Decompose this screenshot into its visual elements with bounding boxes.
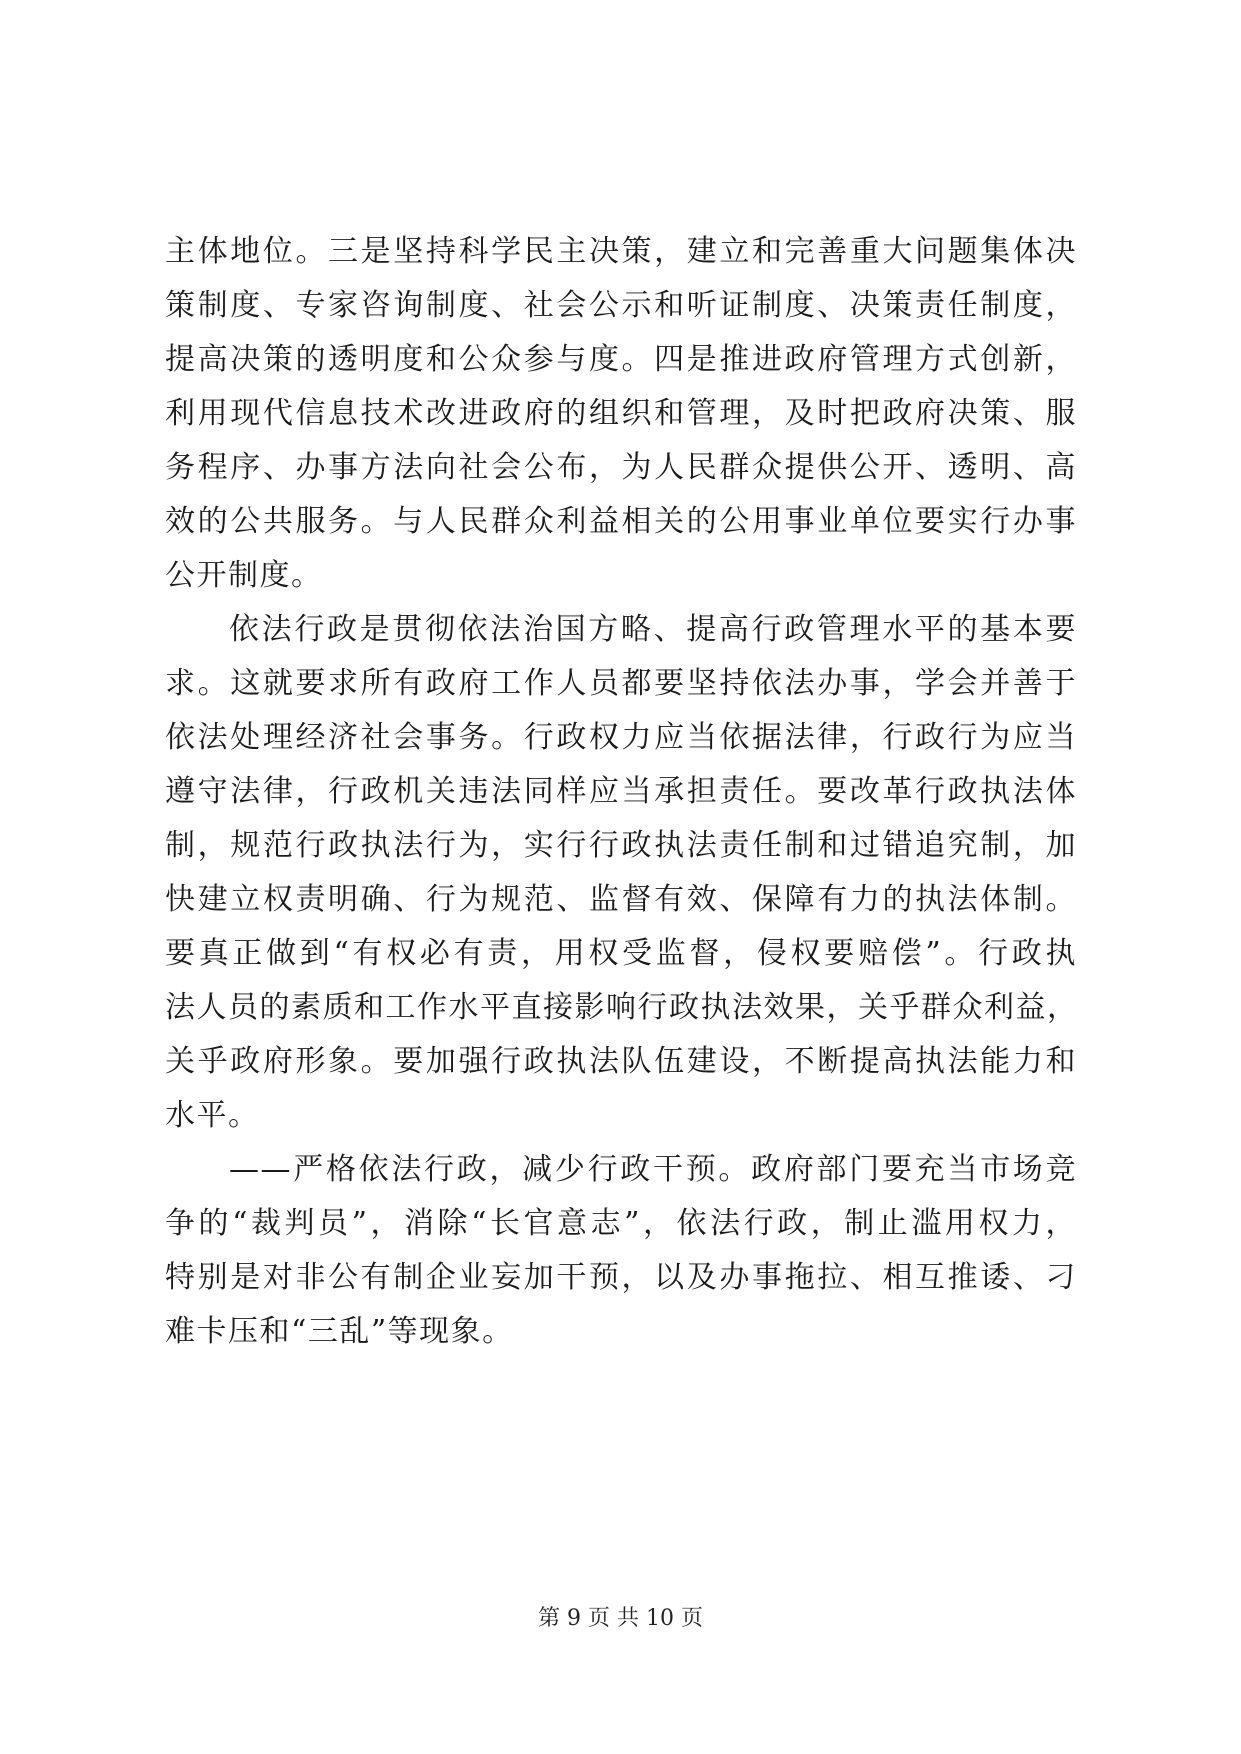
text-line: 公开制度。 (165, 558, 323, 593)
text-line: 务程序、办事方法向社会公布，为人民群众提供公开、透明、高 (165, 450, 1077, 485)
text-line: 效的公共服务。与人民群众利益相关的公用事业单位要实行办事 (165, 504, 1077, 539)
text-line: 提高决策的透明度和公众参与度。四是推进政府管理方式创新， (165, 342, 1077, 377)
text-line: 依法行政是贯彻依法治国方略、提高行政管理水平的基本要 (229, 612, 1077, 647)
text-line: 法人员的素质和工作水平直接影响行政执法效果，关乎群众利益， (165, 990, 1079, 1025)
text-line: 特别是对非公有制企业妄加干预，以及办事拖拉、相互推诿、刁 (165, 1260, 1077, 1295)
text-line: 依法处理经济社会事务。行政权力应当依据法律，行政行为应当 (165, 720, 1077, 755)
text-line: 争的“裁判员”，消除“长官意志”，依法行政，制止滥用权力， (165, 1206, 1077, 1241)
text-line: 要真正做到“有权必有责，用权受监督，侵权要赔偿”。行政执 (165, 936, 1077, 971)
text-line: 策制度、专家咨询制度、社会公示和听证制度、决策责任制度， (165, 288, 1077, 323)
text-line: 主体地位。三是坚持科学民主决策，建立和完善重大问题集体决 (165, 234, 1077, 269)
text-line: 求。这就要求所有政府工作人员都要坚持依法办事，学会并善于 (165, 666, 1077, 701)
text-line: ——严格依法行政，减少行政干预。政府部门要充当市场竞 (229, 1152, 1077, 1187)
text-line: 遵守法律，行政机关违法同样应当承担责任。要改革行政执法体 (165, 774, 1077, 809)
page-number-footer: 第 9 页 共 10 页 (538, 1606, 703, 1631)
text-line: 关乎政府形象。要加强行政执法队伍建设，不断提高执法能力和 (165, 1044, 1077, 1079)
text-line: 水平。 (165, 1098, 260, 1133)
text-line: 快建立权责明确、行为规范、监督有效、保障有力的执法体制。 (165, 882, 1077, 917)
body-text (165, 225, 1077, 1359)
text-line: 难卡压和“三乱”等现象。 (165, 1314, 514, 1349)
text-line: 利用现代信息技术改进政府的组织和管理，及时把政府决策、服 (165, 396, 1077, 431)
text-line: 制，规范行政执法行为，实行行政执法责任制和过错追究制，加 (165, 828, 1077, 863)
